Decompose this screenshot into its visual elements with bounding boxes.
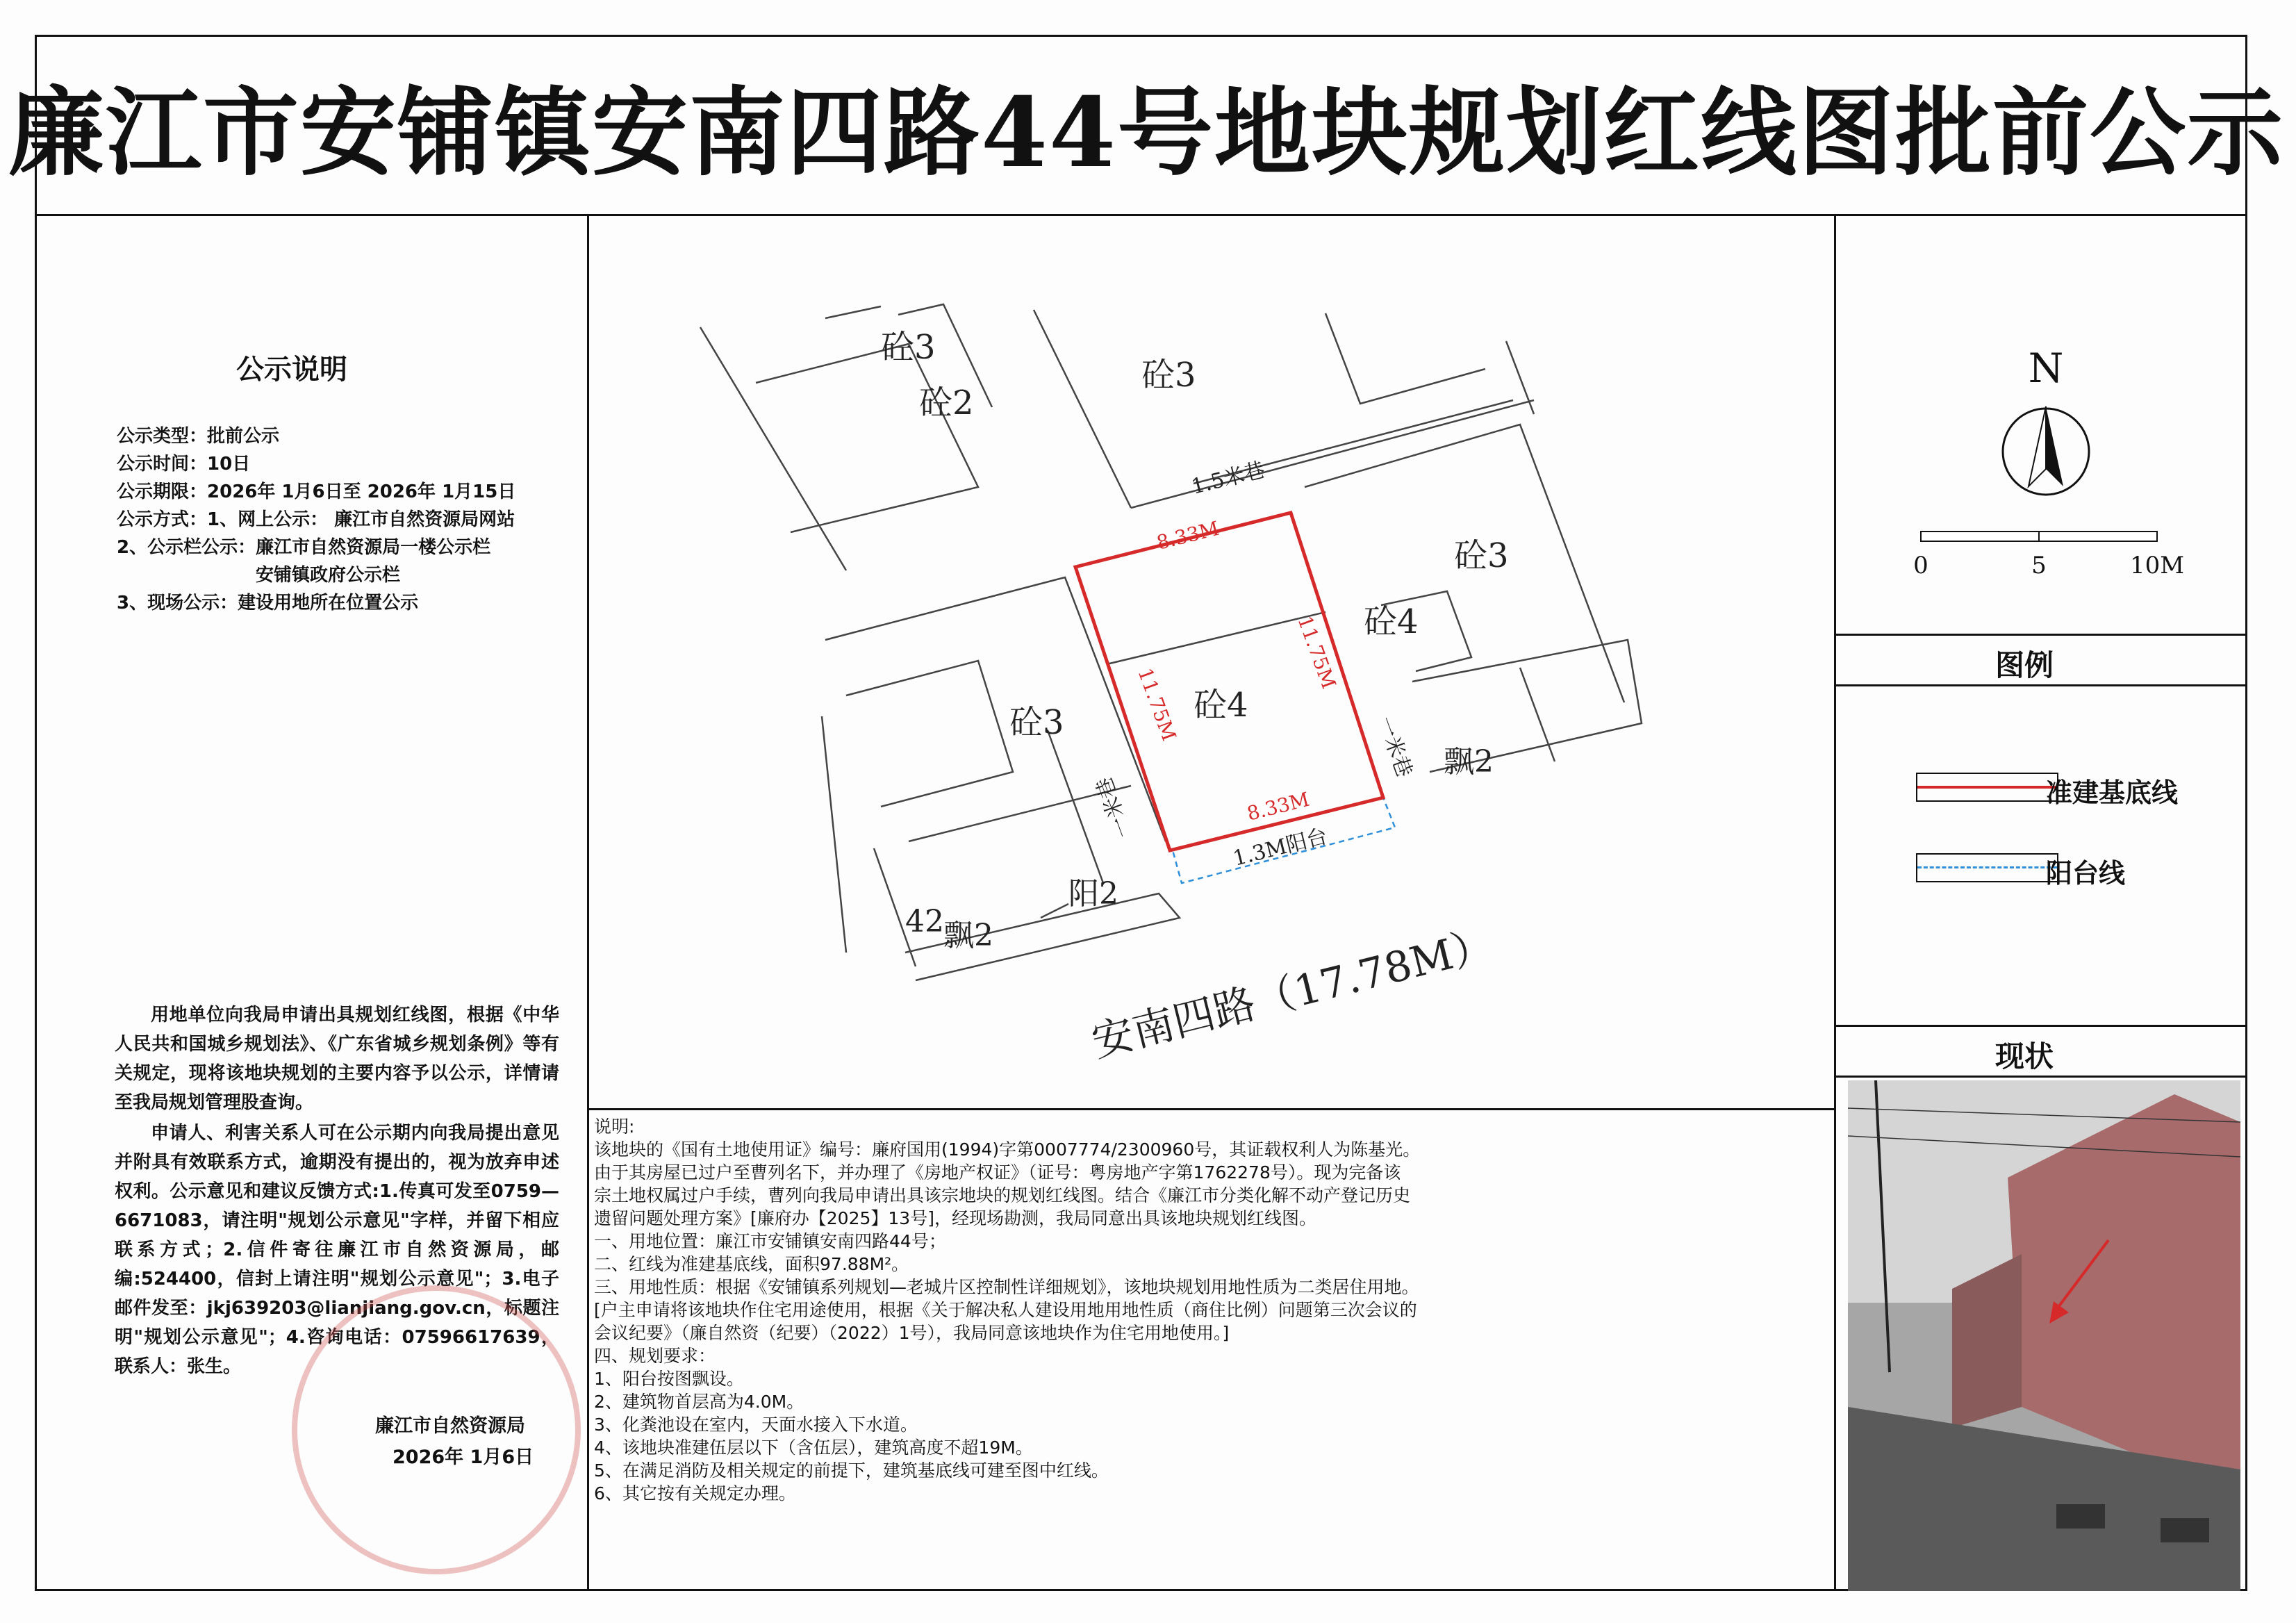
scale-tick: 0 [1913, 552, 1929, 579]
notice-paragraph-1: 用地单位向我局申请出具规划红线图，根据《中华人民共和国城乡规划法》、《广东省城乡规划条例》等有关规定，现将该地块规划的主要内容予以公示，详情请至我局规划管理股查询。 [115, 1005, 559, 1113]
legend-red-label: 准建基底线 [2046, 777, 2179, 808]
note-line: 6、其它按有关规定办理。 [594, 1483, 796, 1503]
legend-top-rule [1834, 634, 2247, 636]
notes-divider [587, 1108, 1834, 1110]
north-label: N [2028, 345, 2064, 392]
notes-block [594, 1115, 1608, 1505]
label-alley: 一米巷 [1091, 773, 1137, 841]
status-photo [1848, 1080, 2240, 1591]
note-line: 宗土地权属过户手续，曹列向我局申请出具该宗地块的规划红线图。结合《廉江市分类化解不动产登记历史 [594, 1185, 1411, 1205]
label-number: 42 [905, 904, 944, 939]
building-outline [700, 327, 846, 570]
note-line: 由于其房屋已过户至曹列名下，并办理了《房地产权证》（证号：粤房地产字第1762278号）。现为完备该 [594, 1162, 1401, 1183]
label-building: 砼3 [1009, 703, 1064, 742]
note-line: 3、化粪池设在室内，天面水接入下水道。 [594, 1415, 918, 1435]
road-label: 安南四路（17.78M） [1087, 920, 1499, 1067]
note-line: 5、在满足消防及相关规定的前提下，建筑基底线可建至图中红线。 [594, 1460, 1109, 1481]
note-line: 该地块的《国有土地使用证》编号：廉府国用(1994)字第0007774/2300960号，其证载权利人为陈基光。 [594, 1139, 1421, 1160]
scale-bar [1910, 525, 2223, 587]
notice-period-label: 公示期限： [117, 481, 208, 502]
label-alley: 1.5米巷 [1189, 457, 1268, 500]
building-outline [1325, 313, 1485, 404]
label-dimension: 8.33M [1244, 787, 1312, 825]
notice-paragraph-2: 申请人、利害关系人可在公示期内向我局提出意见并附具有效联系方式，逾期没有提出的，视为放弃申述权利。公示意见和建议反馈方式:1.传真可发至0759—6671083，请注明"规划公示意见"字样，并留下相应联系方式；2.信件寄往廉江市自然资源局，邮编:524400，信封上请注明"规划公示意见"；3.电子邮件发至：jkj639203@lianjiang.gov.cn，标题注明"规划公示意见"；4.咨询电话：07596617639，联系人：张生。 [115, 1123, 559, 1377]
notice-method-label: 公示方式： [117, 509, 208, 530]
label-overhang: 飘2 [1444, 744, 1494, 780]
notice-method-2: 2、公示栏公示：廉江市自然资源局一楼公示栏 [117, 537, 491, 558]
site-inner-line [1107, 612, 1325, 664]
notice-type-label: 公示类型： [117, 426, 208, 447]
signature-org: 廉江市自然资源局 [375, 1415, 525, 1437]
label-dimension: 8.33M [1154, 516, 1222, 554]
note-line: 4、该地块准建伍层以下（含伍层），建筑高度不超19M。 [594, 1437, 1033, 1458]
building-outline [846, 661, 1013, 807]
label-overhang: 飘2 [943, 918, 993, 953]
alley-line [1131, 400, 1534, 508]
site-map [589, 216, 1834, 1108]
notice-period-value: 2026年 1月6日至 2026年 1月15日 [207, 481, 516, 502]
label-building: 砼3 [881, 328, 936, 367]
status-heading: 现状 [1995, 1039, 2054, 1073]
notice-method-3: 3、现场公示：建设用地所在位置公示 [117, 593, 419, 613]
note-line: 二、红线为准建基底线，面积97.88M²。 [594, 1254, 909, 1274]
legend-head-rule [1834, 684, 2247, 686]
note-line: 一、用地位置：廉江市安铺镇安南四路44号； [594, 1231, 946, 1251]
label-alley: 一米巷 [1372, 713, 1417, 781]
status-head-rule [1834, 1076, 2247, 1078]
notice-method [117, 506, 515, 534]
signature-date: 2026年 1月6日 [393, 1447, 534, 1468]
notice-period [117, 478, 515, 506]
legend-heading: 图例 [1995, 648, 2054, 682]
label-building: 砼3 [1454, 536, 1509, 575]
legend-blue-label: 阳台线 [2046, 858, 2126, 889]
notice-type [117, 422, 279, 450]
legend-red-swatch [1916, 773, 2058, 802]
scale-tick: 5 [2031, 552, 2047, 579]
label-building: 砼2 [919, 384, 974, 422]
notice-method-2b: 安铺镇政府公示栏 [256, 565, 401, 586]
status-top-rule [1834, 1025, 2247, 1027]
notice-time-value: 10日 [207, 454, 251, 475]
note-line: [户主申请将该地块作住宅用途使用，根据《关于解决私人建设用地用地性质（商住比例）问题第三次会议的 [594, 1300, 1417, 1320]
page-title: 廉江市安铺镇安南四路44号地块规划红线图批前公示 [8, 76, 2285, 189]
notice-heading: 公示说明 [236, 354, 347, 386]
scale-tick: 10M [2129, 552, 2185, 579]
label-balcony: 1.3M阳台 [1230, 824, 1330, 871]
notice-type-value: 批前公示 [207, 426, 280, 447]
note-line: 1、阳台按图飘设。 [594, 1369, 744, 1389]
right-divider [1834, 215, 1836, 1591]
building-outline [756, 344, 978, 532]
label-building: 砼4 [1364, 602, 1419, 641]
note-line: 遗留问题处理方案》[廉府办【2025】13号]，经现场勘测，我局同意出具该地块规划红线图。 [594, 1208, 1316, 1228]
note-line: 会议纪要》（廉自然资（纪要）（2022）1号），我局同意该地块作为住宅用地使用。] [594, 1323, 1230, 1343]
label-dimension: 11.75M [1133, 665, 1181, 744]
label-building: 砼3 [1141, 356, 1196, 395]
note-line: 三、用地性质：根据《安铺镇系列规划—老城片区控制性详细规划》，该地块规划用地性质为二类居住用地。 [594, 1277, 1419, 1297]
notice-time [117, 450, 250, 478]
note-line: 四、规划要求： [594, 1346, 716, 1366]
building-outline [1034, 310, 1131, 508]
legend-blue-swatch [1916, 853, 2058, 882]
label-building: 砼4 [1194, 686, 1248, 725]
building-outline [822, 716, 846, 953]
label-dimension: 11.75M [1293, 613, 1341, 692]
notice-time-label: 公示时间： [117, 454, 208, 475]
notice-method-1: 1、网上公示： 廉江市自然资源局网站 [207, 509, 515, 530]
label-balcony-small: 阳2 [1068, 876, 1118, 912]
note-line: 说明: [594, 1117, 635, 1137]
north-arrow-icon [1994, 340, 2098, 521]
site-inner-line [1048, 730, 1103, 883]
building-outline [825, 306, 881, 318]
note-line: 2、建筑物首层高为4.0M。 [594, 1392, 804, 1412]
